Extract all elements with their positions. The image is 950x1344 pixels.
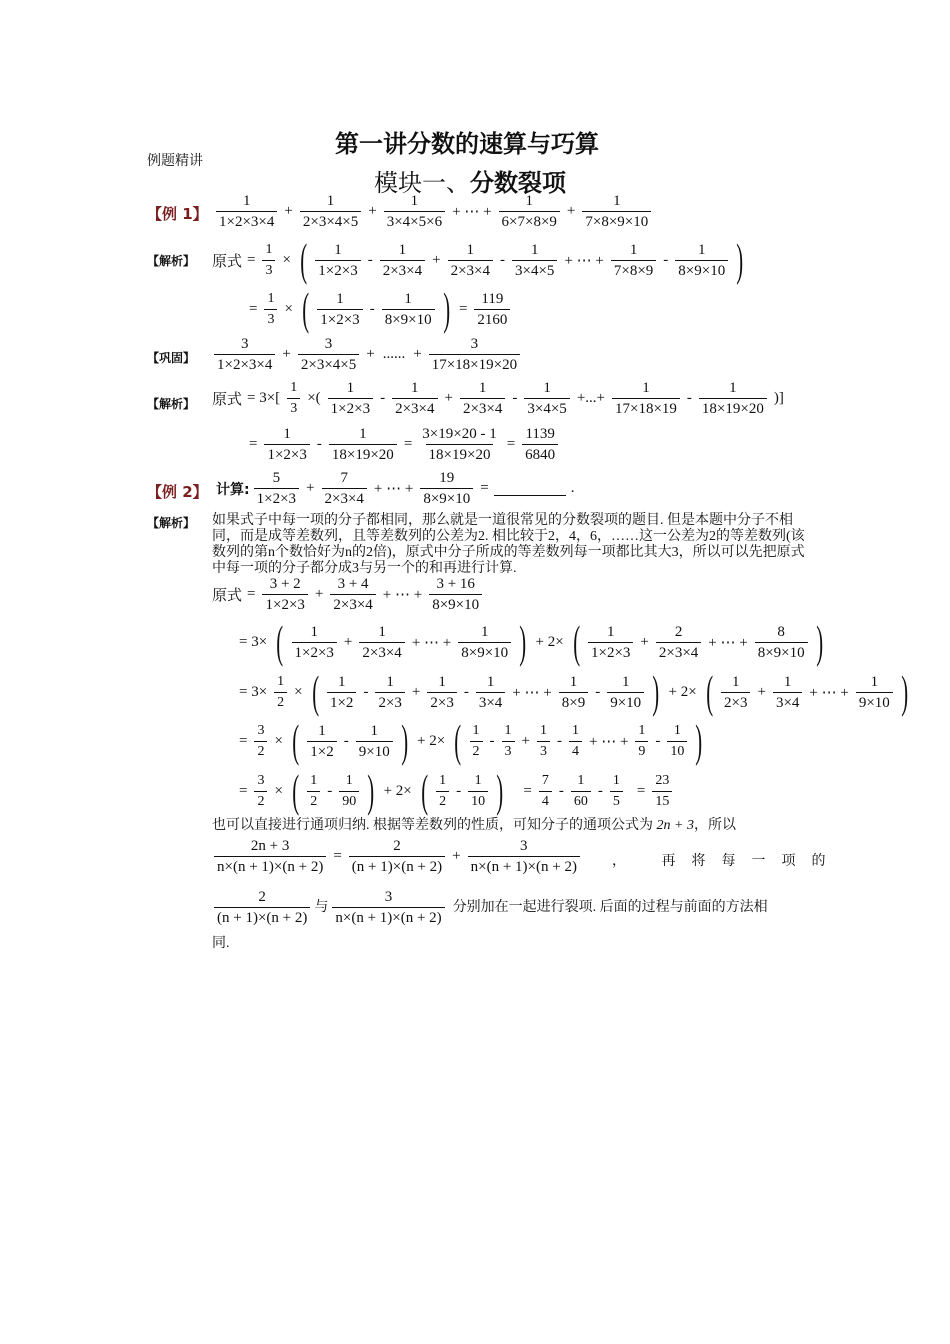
fraction: $\frac{1}{6\times 7\times 8\times 9}$ [499,193,560,230]
alt-split-terms: 2 (n + 1)×(n + 2) 与 3 n×(n + 1)×(n + 2) 分别加在一起进行裂项. 后面的过程与前面的方法相 [212,889,768,926]
answer-blank [494,481,566,496]
analysis-label: 【解析】 [147,397,196,411]
example-1-solution-line-1: 原式 = $\frac{1}{3}$ × ( 1 1×2×3 - 1 2×3×4 + $\frac{1}{2\times 3\times 4}$ - 1 3×4×5 + ⋯ + $\frac{1}{7\times 8\times 9}$ - 1 8×9×10 ) [212,234,744,285]
fraction: 1 1×2×3×4 [216,193,277,230]
example-2-expression: 计算: 5 1×2×3 + $\frac{7}{2\times 3\times 4}$ + ⋯ + $\frac{19}{8\times 9\times 10}$ = . [216,470,575,507]
example-1-label: 【例 1】 [147,205,208,223]
section-label: 例题精讲 [147,154,203,169]
analysis-paragraph: 如果式子中每一项的分子都相同，那么就是一道很常见的分数裂项的题目. 但是本题中分子不相同，而是成等差数列，且等差数列的公差为2. 相比较于2，4，6，……这一公差为2的等差数列(该数列的第n个数恰好为n的2倍)，原式中分子所成的等差数列每一项都比其大3，所以可以先把原式中每一项的分子都分成3与另一个的和再进行计算. [212,513,805,576]
example-2-label: 【例 2】 [147,483,208,501]
analysis-label: 【解析】 [147,254,196,268]
example-2-line-4: = $\frac{3}{2}$ × ( 1 1×2 - 1 9×10 ) + 2× ( 1 2 - 1 3 + $\frac{1}{3}$ - 1 4 + ⋯ + $\frac{1}{9}$ - 1 10 ) [239,715,703,766]
example-2-line-1: 原式 = $\frac{3 + 2}{1\times 2\times 3}$ + $\frac{3 + 4}{2\times 3\times 4}$ + ⋯ + $\frac{3 + 16}{8\times 9\times 10}$ [212,576,484,613]
consolidate-solution-line-1: 原式 = 3×[ $\frac{1}{3}$ ×( 1 1×2×3 - 1 2×3×4 + $\frac{1}{2\times 3\times 4}$ - 1 3×4×5 +...+ $\frac{1}{17\times 18\times 19}$ - 1 18×19×20 )] [212,380,784,417]
consolidate-solution-line-2: = $\frac{1}{1\times 2\times 3}$ - $\frac{1}{18\times 19\times 20}$ = $\frac{3\times 19\times 20 - 1}{18\times 19\times 20}$ = $\frac{1139}{6840}$ [246,426,560,463]
alt-method-text: 也可以直接进行通项归纳. 根据等差数列的性质，可知分子的通项公式为 2n + 3，所以 [212,818,736,833]
example-2-line-2: = 3× ( 1 1×2×3 + $\frac{1}{2\times 3\times 4}$ + ⋯ + $\frac{1}{8\times 9\times 10}$ ) + 2× ( 1 1×2×3 + $\frac{2}{2\times 3\times 4}$ + ⋯ + $\frac{8}{8\times 9\times 10}$ ) [239,616,823,667]
fraction: $\frac{1}{7\times 8\times 9\times 10}$ [582,193,651,230]
alt-general-term: $\frac{2n + 3}{n\times(n + 1)\times(n + 2)}$ = $\frac{2}{(n + 1)\times(n + 2)}$ + $\frac{3}{n\times(n + 1)\times(n + 2)}$ [212,838,582,875]
example-2-line-5: = $\frac{3}{2}$ × ( 1 2 - 1 90 ) + 2× ( 1 2 - 1 10 ) = $\frac{7}{4}$ - 1 60 - $\frac{1}{5}$ = $\frac{23}{15}$ [236,769,674,813]
example-1-solution-line-2: = $\frac{1}{3}$ × ( 1 1×2×3 - 1 8×9×10 ) = $\frac{119}{2160}$ [246,287,512,331]
fraction: $\frac{1}{2\times 3\times 4\times 5}$ [300,193,361,230]
example-1-expression: 1 1×2×3×4 + $\frac{1}{2\times 3\times 4\times 5}$ + $\frac{1}{3\times 4\times 5\times 6}$ + ⋯ + $\frac{1}{6\times 7\times 8\times 9}$ + $\frac{1}{7\times 8\times 9\times 10}$ [214,193,653,230]
result-fraction: $\frac{119}{2160}$ [474,291,510,328]
result-fraction: $\frac{23}{15}$ [652,773,672,810]
module-heading: 模块一、分数裂项 [374,169,566,197]
alt-method-text: 同. [212,936,230,951]
example-2-line-3: = 3× $\frac{1}{2}$ × ( 1 1×2 - 1 2×3 + $\frac{1}{2\times 3}$ - 1 3×4 + ⋯ + $\frac{1}{8\times 9}$ - 1 9×10 ) + 2× ( 1 2×3 + $\frac{1}{3\times 4}$ + ⋯ + $\frac{1}{9\times 10}$ ) [239,666,908,717]
fraction: $\frac{1}{3\times 4\times 5\times 6}$ [384,193,445,230]
page-title: 第一讲分数的速算与巧算 [335,130,599,158]
consolidate-label: 【巩固】 [147,351,196,365]
consolidate-expression: 3 1×2×3×4 + $\frac{3}{2\times 3\times 4\times 5}$ + ...... + $\frac{3}{17\times 18\times 19\times 20}$ [212,336,522,373]
alt-method-text: ， 再将每一项的 [612,854,842,869]
analysis-label: 【解析】 [147,516,196,530]
